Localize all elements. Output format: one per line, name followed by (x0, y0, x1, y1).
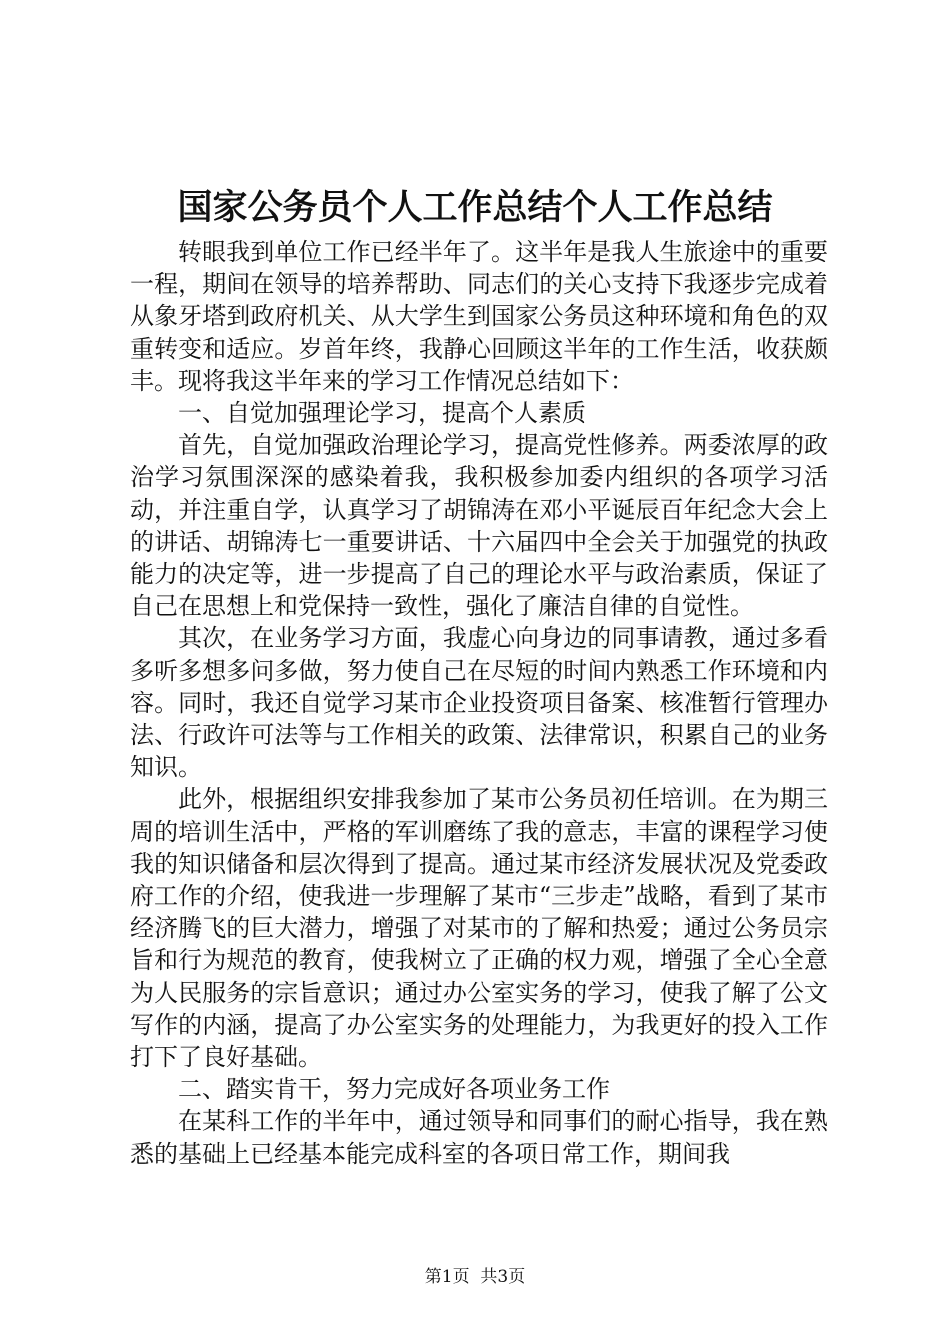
paragraph: 其次，在业务学习方面，我虚心向身边的同事请教，通过多看多听多想多问多做，努力使自己在尽短的时间内熟悉工作环境和内容。同时，我还自觉学习某市企业投资项目备案、核准暂行管理办法、行政许可法等与工作相关的政策、法律常识，积累自己的业务知识。 (130, 624, 828, 782)
page-footer (0, 1266, 950, 1288)
document-title: 国家公务员个人工作总结个人工作总结 (177, 187, 773, 228)
page-number: 第1页 (424, 1267, 470, 1287)
paragraph: 在某科工作的半年中，通过领导和同事们的耐心指导，我在熟悉的基础上已经基本能完成科室的各项日常工作，期间我 (130, 1107, 828, 1168)
paragraph: 转眼我到单位工作已经半年了。这半年是我人生旅途中的重要一程，期间在领导的培养帮助、同志们的关心支持下我逐步完成着从象牙塔到政府机关、从大学生到国家公务员这种环境和角色的双重转变和适应。岁首年终，我静心回顾这半年的工作生活，收获颇丰。现将我这半年来的学习工作情况总结如下： (130, 238, 828, 395)
paragraph: 首先，自觉加强政治理论学习，提高党性修养。两委浓厚的政治学习氛围深深的感染着我，我积极参加委内组织的各项学习活动，并注重自学，认真学习了胡锦涛在邓小平诞辰百年纪念大会上的讲话、胡锦涛七一重要讲话、十六届四中全会关于加强党的执政能力的决定等，进一步提高了自己的理论水平与政治素质，保证了自己在思想上和党保持一致性，强化了廉洁自律的自觉性。 (130, 431, 828, 621)
footer-separator (470, 1267, 481, 1287)
document-body (130, 236, 828, 1170)
section-heading: 二、踏实肯干，努力完成好各项业务工作 (178, 1075, 610, 1104)
page-total: 共3页 (480, 1267, 526, 1287)
paragraph: 此外，根据组织安排我参加了某市公务员初任培训。在为期三周的培训生活中，严格的军训磨练了我的意志，丰富的课程学习使我的知识储备和层次得到了提高。通过某市经济发展状况及党委政府工作的介绍，使我进一步理解了某市“三步走”战略，看到了某市经济腾飞的巨大潜力，增强了对某市的了解和热爱；通过公务员宗旨和行为规范的教育，使我树立了正确的权力观，增强了全心全意为人民服务的宗旨意识；通过办公室实务的学习，使我了解了公文写作的内涵，提高了办公室实务的处理能力，为我更好的投入工作打下了良好基础。 (130, 785, 828, 1072)
section-heading: 一、自觉加强理论学习，提高个人素质 (178, 399, 586, 428)
